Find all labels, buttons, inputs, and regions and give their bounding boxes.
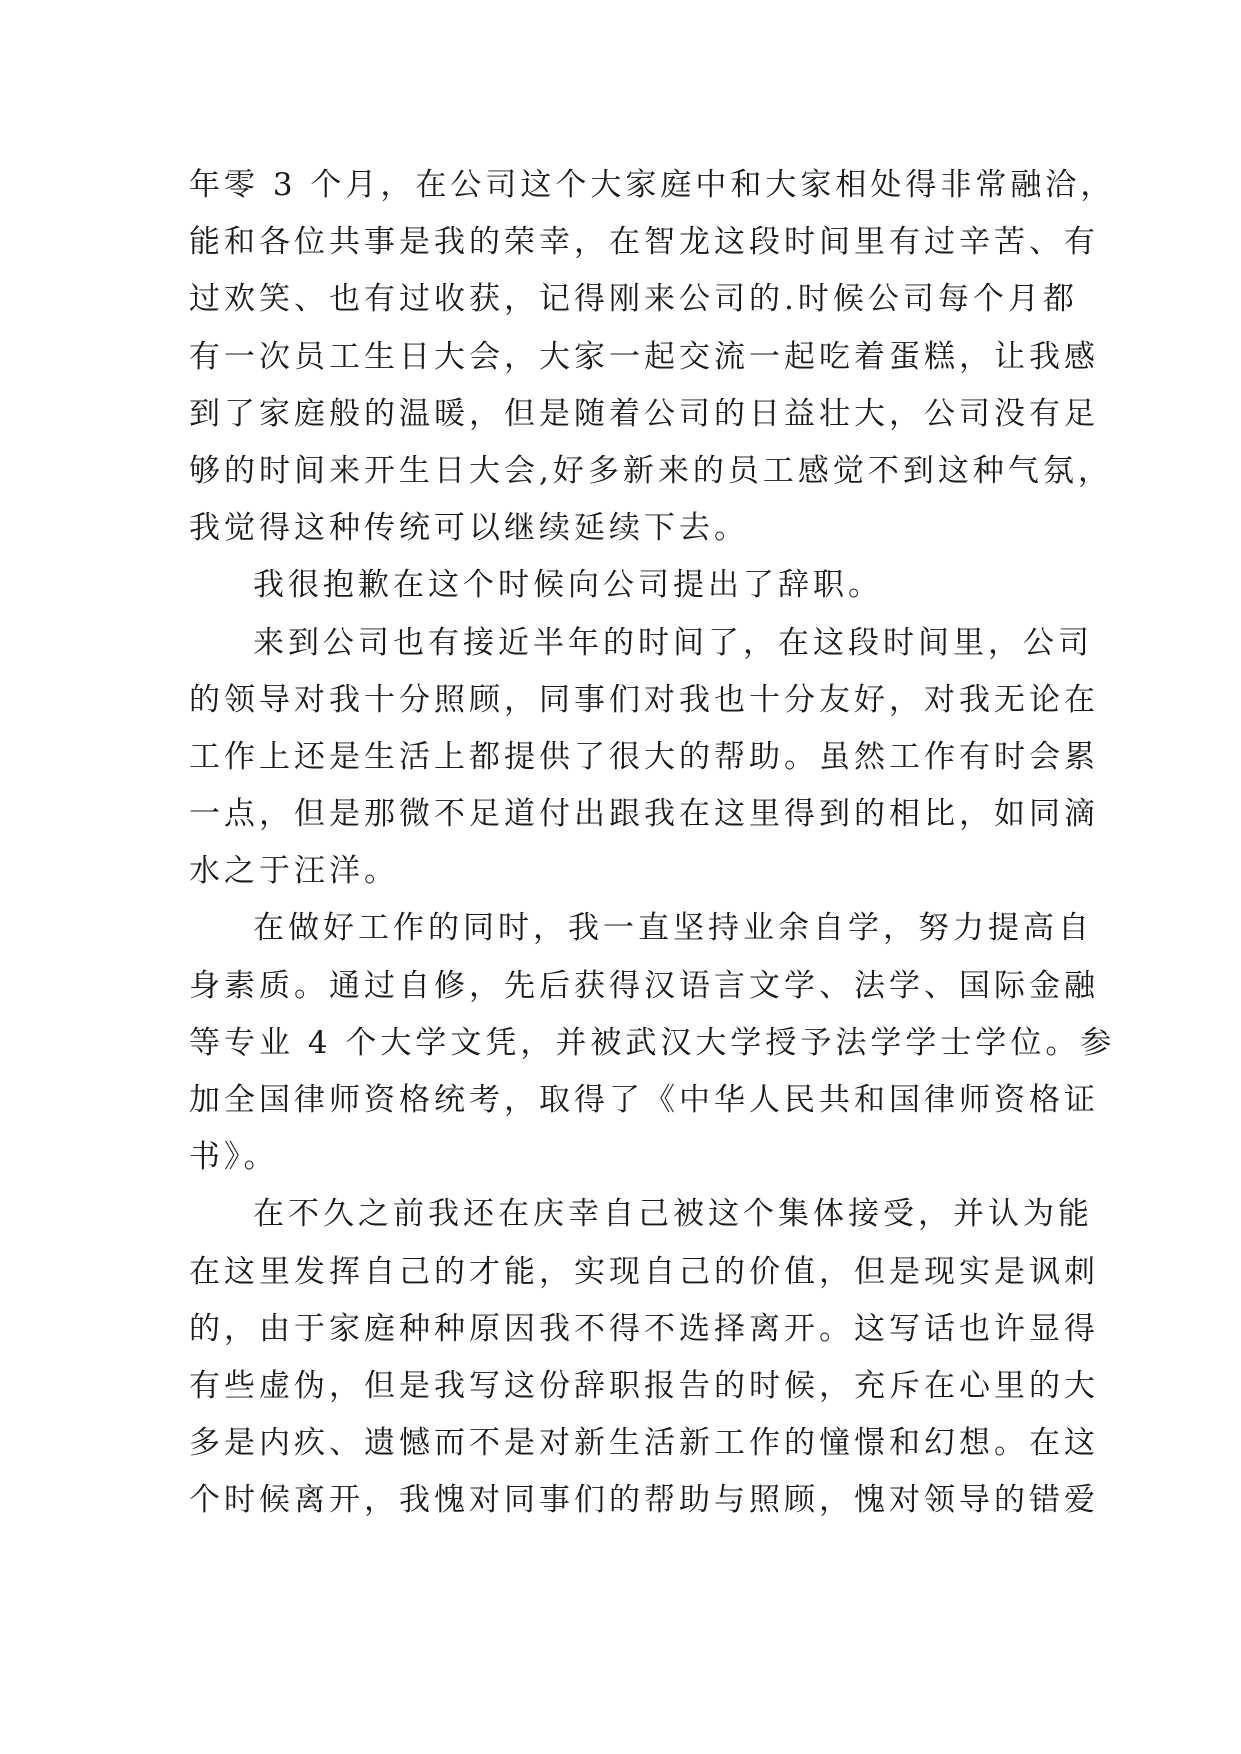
paragraph [189,1186,1099,1529]
text-line: 身素质。通过自修，先后获得汉语言文学、法学、国际金融 [189,967,1099,1004]
text-line: 能和各位共事是我的荣幸，在智龙这段时间里有过辛苦、有 [189,224,1099,261]
text-line: 加全国律师资格统考，取得了《中华人民共和国律师资格证 [189,1082,1099,1118]
text-line: 多是内疚、遗憾而不是对新生活新工作的憧憬和幻想。在这 [189,1425,1099,1462]
text-line: 工作上还是生活上都提供了很大的帮助。虽然工作有时会累 [189,738,1099,775]
text-line: 的领导对我十分照顾，同事们对我也十分友好，对我无论在 [189,681,1099,718]
text-line: 一点，但是那微不足道付出跟我在这里得到的相比，如同滴 [189,796,1099,833]
text-line: 在做好工作的同时，我一直坚持业余自学，努力提高自 [253,910,1093,947]
paragraph [189,157,1116,557]
text-line: 到了家庭般的温暖，但是随着公司的日益壮大，公司没有足 [189,395,1099,432]
paragraph [189,615,1099,901]
text-line: 个时候离开，我愧对同事们的帮助与照顾，愧对领导的错爱 [189,1482,1099,1519]
paragraph [189,900,1116,1186]
text-line: 书》。 [189,1139,279,1176]
paragraph [189,557,1059,614]
text-line: 有些虚伪，但是我写这份辞职报告的时候，充斥在心里的大 [189,1367,1099,1404]
text-line: 我觉得这种传统可以继续延续下去。 [189,510,749,547]
document-body [189,157,1116,1530]
text-line: 有一次员工生日大会，大家一起交流一起吃着蛋糕，让我感 [189,338,1099,375]
text-line: 过欢笑、也有过收获，记得刚来公司的.时候公司每个月都 [189,281,1078,318]
text-line: 在这里发挥自己的才能，实现自己的价值，但是现实是讽刺 [189,1253,1099,1290]
text-line: 来到公司也有接近半年的时间了，在这段时间里，公司 [253,624,1093,661]
text-line: 够的时间来开生日大会,好多新来的员工感觉不到这种气氛， [189,452,1113,489]
text-line: 在不久之前我还在庆幸自己被这个集体接受，并认为能 [253,1196,1093,1233]
text-line: 水之于汪洋。 [189,853,399,890]
text-line: 我很抱歉在这个时候向公司提出了辞职。 [253,567,883,604]
text-line: 等专业 4 个大学文凭，并被武汉大学授予法学学士学位。参 [189,1024,1116,1061]
text-line: 年零 3 个月，在公司这个大家庭中和大家相处得非常融洽， [189,167,1116,203]
text-line: 的，由于家庭种种原因我不得不选择离开。这写话也许显得 [189,1310,1099,1347]
